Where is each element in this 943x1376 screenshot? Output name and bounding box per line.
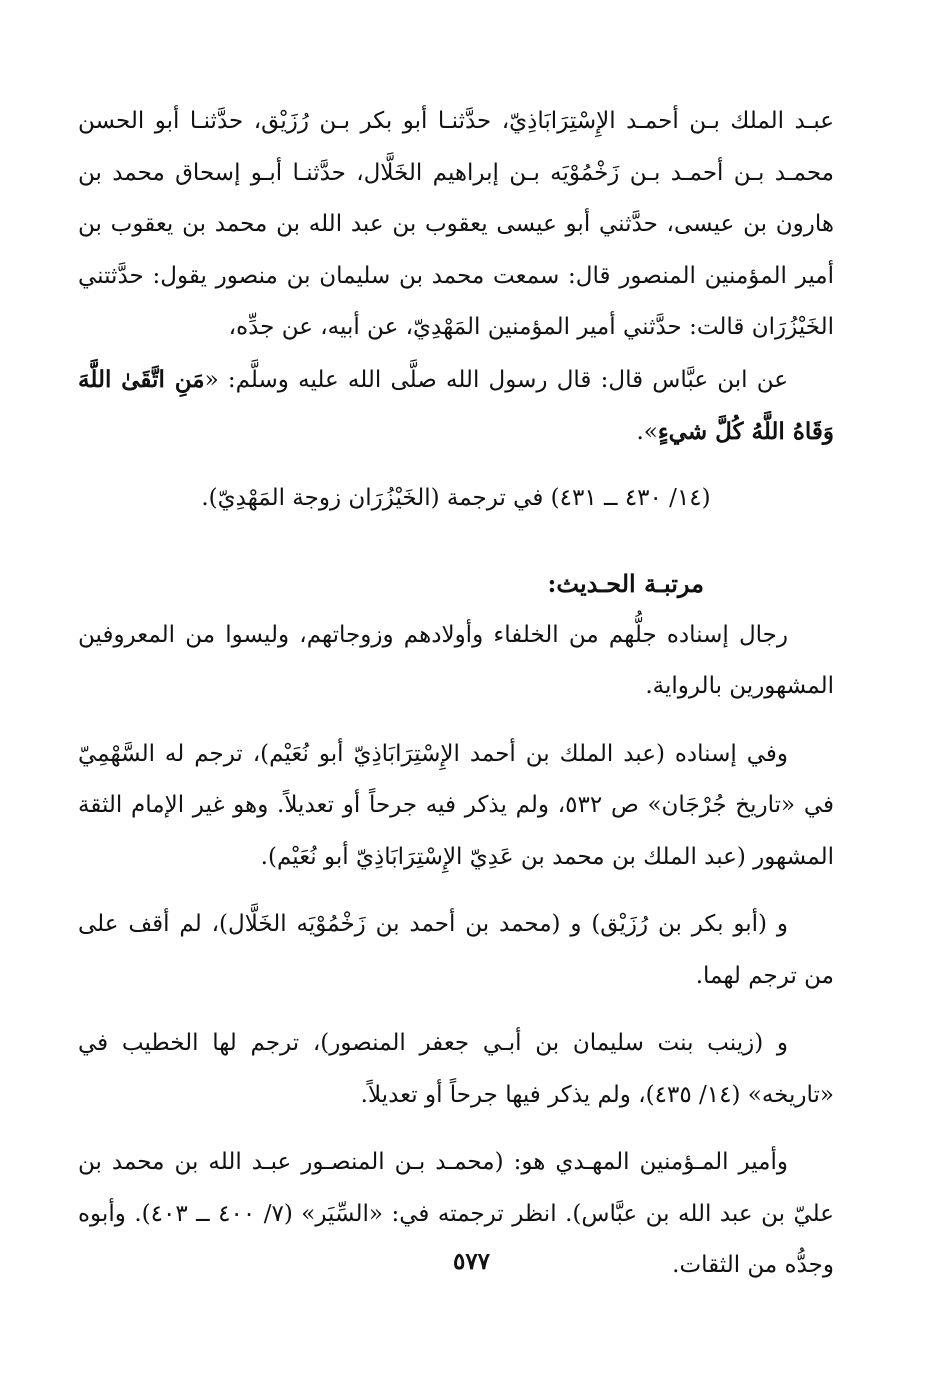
- body-paragraph: وفي إسناده (عبد الملك بن أحمد الإِسْتِرَابَاذِيّ أبو نُعَيْم)، ترجم له السَّهْمِيّ في «تاريخ جُرْجَان» ص ٥٣٢، ولم يذكر فيه جرحاً أو تعديلاً. وهو غير الإمام الثقة المشهور (عبد الملك بن محمد بن عَدِيّ الإِسْتِرَابَاذِيّ أبو نُعَيْم).: [78, 740, 834, 870]
- matn-intro: عن ابن عبَّاس قال: قال رسول الله صلَّى الله عليه وسلَّم: «: [204, 366, 788, 393]
- body-paragraph: رجال إسناده جلُّهم من الخلفاء وأولادهم وزوجاتهم، وليسوا من المعروفين المشهورين بالرواية.: [78, 621, 834, 699]
- matn-paragraph: [78, 354, 834, 459]
- isnad-line: هارون بن عيسى، حدَّثني أبو عيسى يعقوب بن عبد الله بن محمد بن يعقوب بن: [78, 211, 834, 237]
- isnad-line: الخَيْزُرَان قالت: حدَّثني أمير المؤمنين المَهْدِيّ، عن أبيه، عن جدِّه،: [228, 314, 834, 340]
- page-body: [78, 96, 834, 1292]
- isnad-line: أمير المؤمنين المنصور قال: سمعت محمد بن سليمان بن منصور يقول: حدَّثتني: [78, 262, 834, 289]
- isnad-line: عبـد الملك بـن أحمـد الإِسْتِرَابَاذِيّ، حدَّثنـا أبو بكر بـن رُزَيْق، حدَّثنـا أبو الحسن: [78, 108, 834, 134]
- matn-closing: ».: [636, 419, 658, 445]
- source-citation: (١٤/ ٤٣٠ ــ ٤٣١) في ترجمة (الخَيْزُرَان زوجة المَهْدِيّ).: [201, 484, 711, 511]
- body-paragraph: و (أبو بكر بن رُزَيْق) و (محمد بن أحمد بن زَخْمُوْيَه الخَلَّال)، لم أقف على من ترجم لهما.: [78, 911, 834, 989]
- section-title: مرتبـة الحـديث:: [547, 569, 704, 598]
- isnad-line: محمـد بـن أحمـد بـن زَخْمُوْيَه بـن إبراهيم الخَلَّال، حدَّثنـا أبـو إسحاق محمد بن: [78, 159, 834, 186]
- body-paragraph: وأمير المـؤمنين المهـدي هو: (محمـد بـن المنصـور عبـد الله بن محمد بن عليّ بن عبد الله بن عبَّاس). انظر ترجمته في: «السِّيَر» (٧/ ٤٠٠ ــ ٤٠٣). وأبوه وجدُّه من الثقات.: [78, 1149, 834, 1278]
- hadith-text: مَنِ اتَّقَىٰ اللَّهَ وَقَاهُ اللَّهُ كُلَّ شيءٍ: [78, 365, 834, 445]
- body-paragraph: و (زينب بنت سليمان بن أبـي جعفر المنصور)، ترجم لها الخطيب في «تاريخه» (١٤/ ٤٣٥)، ولم يذكر فيها جرحاً أو تعديلاً.: [78, 1030, 834, 1108]
- isnad-paragraph: [78, 96, 834, 354]
- page-number: ٥٧٧: [452, 1248, 491, 1275]
